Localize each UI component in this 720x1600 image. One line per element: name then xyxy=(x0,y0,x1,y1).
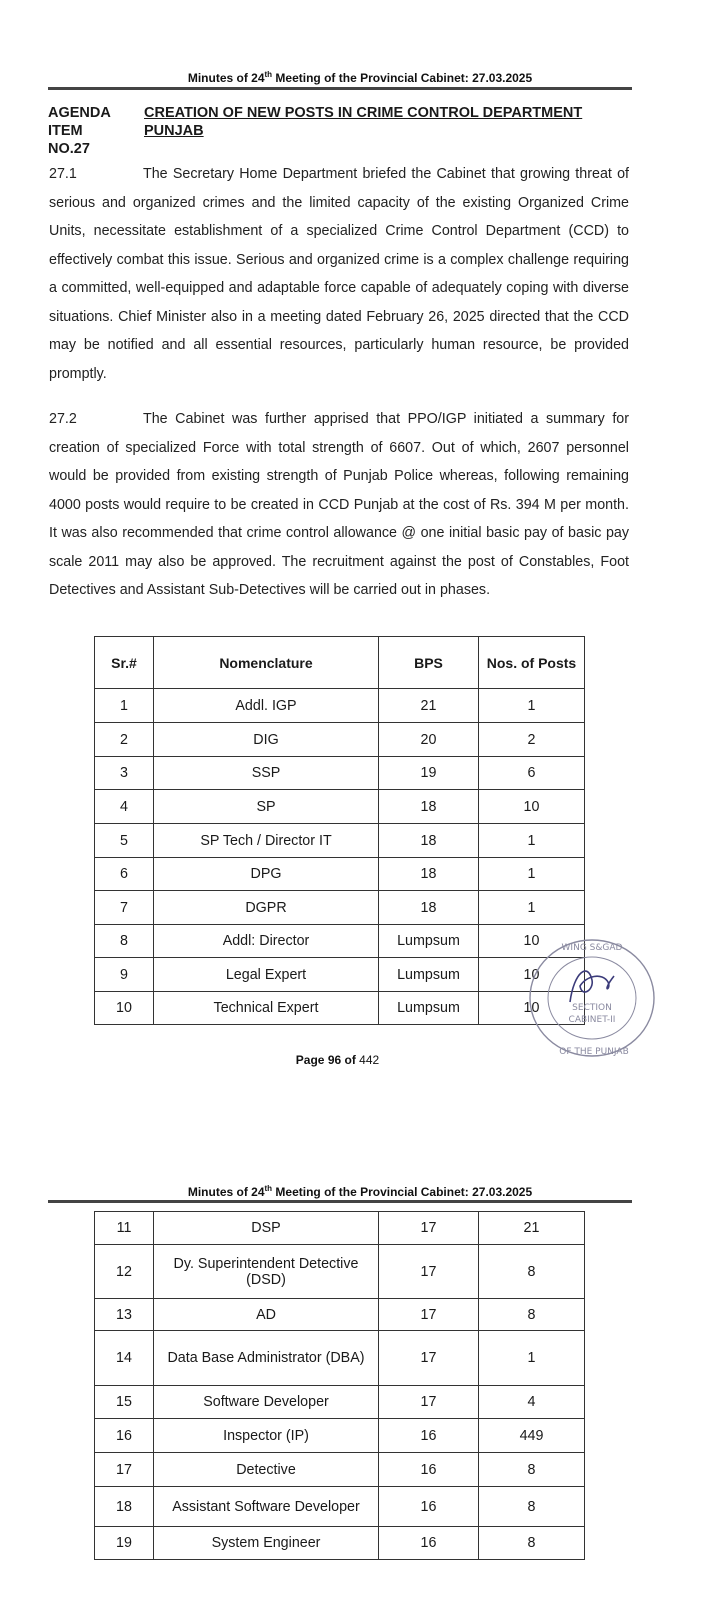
nomenclature-cell: Software Developer xyxy=(154,1386,379,1419)
bps-cell: 21 xyxy=(379,689,479,723)
posts-count-cell: 1 xyxy=(479,1331,585,1386)
serial-cell: 16 xyxy=(95,1419,154,1453)
nomenclature-cell: Addl. IGP xyxy=(154,689,379,723)
nomenclature-cell: Assistant Software Developer xyxy=(154,1487,379,1527)
posts-count-cell: 1 xyxy=(479,689,585,723)
bps-cell: Lumpsum xyxy=(379,925,479,958)
serial-cell: 13 xyxy=(95,1299,154,1331)
header-cell: Nomenclature xyxy=(154,637,379,689)
table-header-row xyxy=(95,637,585,689)
table-row xyxy=(95,790,585,824)
posts-count-cell: 1 xyxy=(479,824,585,858)
svg-text:OF THE PUNJAB: OF THE PUNJAB xyxy=(559,1047,629,1057)
table-row xyxy=(95,1453,585,1487)
table-row xyxy=(95,891,585,925)
posts-count-cell: 8 xyxy=(479,1453,585,1487)
bps-cell: 17 xyxy=(379,1386,479,1419)
nomenclature-cell: DGPR xyxy=(154,891,379,925)
agenda-item-label: AGENDA ITEM NO.27 xyxy=(48,105,111,157)
posts-table xyxy=(94,636,585,1025)
serial-cell: 14 xyxy=(95,1331,154,1386)
serial-cell: 8 xyxy=(95,925,154,958)
serial-cell: 5 xyxy=(95,824,154,858)
posts-count-cell: 8 xyxy=(479,1487,585,1527)
page-header: Minutes of 24th Meeting of the Provincial Cabinet: 27.03.2025 xyxy=(187,70,533,85)
nomenclature-cell: DPG xyxy=(154,858,379,891)
table-row xyxy=(95,958,585,992)
page-number: Page 96 of 442 xyxy=(295,1053,380,1067)
table-row xyxy=(95,1299,585,1331)
bps-cell: 20 xyxy=(379,723,479,757)
table-row xyxy=(95,1331,585,1386)
nomenclature-cell: Detective xyxy=(154,1453,379,1487)
bps-cell: 16 xyxy=(379,1419,479,1453)
page-header: Minutes of 24th Meeting of the Provincial Cabinet: 27.03.2025 xyxy=(187,1184,533,1199)
header-rule xyxy=(48,1200,632,1203)
official-stamp xyxy=(522,932,662,1062)
serial-cell: 17 xyxy=(95,1453,154,1487)
serial-cell: 12 xyxy=(95,1245,154,1299)
serial-cell: 1 xyxy=(95,689,154,723)
table-row xyxy=(95,1245,585,1299)
table-row xyxy=(95,858,585,891)
document-page-2 xyxy=(0,1110,720,1600)
posts-count-cell: 10 xyxy=(479,790,585,824)
nomenclature-cell: Inspector (IP) xyxy=(154,1419,379,1453)
serial-cell: 10 xyxy=(95,992,154,1025)
table-row xyxy=(95,925,585,958)
table-row xyxy=(95,1386,585,1419)
table-row xyxy=(95,824,585,858)
nomenclature-cell: DIG xyxy=(154,723,379,757)
posts-count-cell: 449 xyxy=(479,1419,585,1453)
posts-table-continued xyxy=(94,1211,585,1560)
table-row xyxy=(95,689,585,723)
nomenclature-cell: System Engineer xyxy=(154,1527,379,1560)
table-row xyxy=(95,1419,585,1453)
header-rule xyxy=(48,87,632,90)
header-cell: BPS xyxy=(379,637,479,689)
table-row xyxy=(95,992,585,1025)
serial-cell: 2 xyxy=(95,723,154,757)
nomenclature-cell: AD xyxy=(154,1299,379,1331)
table-row xyxy=(95,1527,585,1560)
table-row xyxy=(95,1487,585,1527)
bps-cell: Lumpsum xyxy=(379,992,479,1025)
posts-count-cell: 10 xyxy=(479,958,585,992)
posts-count-cell: 1 xyxy=(479,891,585,925)
nomenclature-cell: Dy. Superintendent Detective (DSD) xyxy=(154,1245,379,1299)
posts-count-cell: 8 xyxy=(479,1245,585,1299)
bps-cell: 16 xyxy=(379,1453,479,1487)
nomenclature-cell: DSP xyxy=(154,1212,379,1245)
nomenclature-cell: Legal Expert xyxy=(154,958,379,992)
nomenclature-cell: SP xyxy=(154,790,379,824)
agenda-title: CREATION OF NEW POSTS IN CRIME CONTROL DEPARTMENT PUNJAB xyxy=(144,105,583,139)
posts-count-cell: 8 xyxy=(479,1299,585,1331)
nomenclature-cell: Data Base Administrator (DBA) xyxy=(154,1331,379,1386)
svg-text:CABINET-II: CABINET-II xyxy=(568,1015,616,1025)
bps-cell: 16 xyxy=(379,1527,479,1560)
svg-text:WING S&GAD: WING S&GAD xyxy=(561,943,623,953)
nomenclature-cell: SP Tech / Director IT xyxy=(154,824,379,858)
bps-cell: 17 xyxy=(379,1331,479,1386)
serial-cell: 15 xyxy=(95,1386,154,1419)
serial-cell: 11 xyxy=(95,1212,154,1245)
posts-count-cell: 4 xyxy=(479,1386,585,1419)
posts-count-cell: 10 xyxy=(479,925,585,958)
paragraph-27-2: 27.2 The Cabinet was further apprised that PPO/IGP initiated a summary for creation of specialized Force with total strength of 6607. Out of which, 2607 personnel would be provided from existing strength of Punjab Police whereas, following remaining 4000 posts would require to be created in CCD Punjab at the cost of Rs. 394 M per month. It was also recommended that crime control allowance @ one initial basic pay of basic pay scale 2011 may also be approved. The recruitment against the post of Constables, Foot Detectives and Assistant Sub-Detectives will be carried out in phases. xyxy=(49,411,629,598)
bps-cell: 17 xyxy=(379,1245,479,1299)
posts-count-cell: 2 xyxy=(479,723,585,757)
bps-cell: 18 xyxy=(379,790,479,824)
posts-count-cell: 1 xyxy=(479,858,585,891)
posts-count-cell: 6 xyxy=(479,757,585,790)
bps-cell: 19 xyxy=(379,757,479,790)
serial-cell: 3 xyxy=(95,757,154,790)
table-row xyxy=(95,757,585,790)
nomenclature-cell: Addl: Director xyxy=(154,925,379,958)
serial-cell: 4 xyxy=(95,790,154,824)
bps-cell: 17 xyxy=(379,1299,479,1331)
serial-cell: 7 xyxy=(95,891,154,925)
bps-cell: 17 xyxy=(379,1212,479,1245)
header-cell: Nos. of Posts xyxy=(479,637,585,689)
serial-cell: 9 xyxy=(95,958,154,992)
posts-count-cell: 21 xyxy=(479,1212,585,1245)
table-row xyxy=(95,723,585,757)
bps-cell: Lumpsum xyxy=(379,958,479,992)
nomenclature-cell: SSP xyxy=(154,757,379,790)
bps-cell: 18 xyxy=(379,858,479,891)
nomenclature-cell: Technical Expert xyxy=(154,992,379,1025)
serial-cell: 6 xyxy=(95,858,154,891)
header-cell: Sr.# xyxy=(95,637,154,689)
bps-cell: 18 xyxy=(379,891,479,925)
bps-cell: 16 xyxy=(379,1487,479,1527)
bps-cell: 18 xyxy=(379,824,479,858)
paragraph-27-1: 27.1 The Secretary Home Department briefed the Cabinet that growing threat of serious and organized crimes and the limited capacity of the existing Organized Crime Units, necessitate establishment of a specialized Crime Control Department (CCD) to effectively combat this issue. Serious and organized crime is a complex challenge requiring a committed, well-equipped and adaptable force capable of adequately coping with diverse situations. Chief Minister also in a meeting dated February 26, 2025 directed that the CCD may be notified and all essential resources, particularly human resource, be provided promptly. xyxy=(49,166,629,382)
posts-count-cell: 8 xyxy=(479,1527,585,1560)
serial-cell: 19 xyxy=(95,1527,154,1560)
serial-cell: 18 xyxy=(95,1487,154,1527)
svg-text:SECTION: SECTION xyxy=(572,1003,612,1013)
table-row xyxy=(95,1212,585,1245)
posts-count-cell: 10 xyxy=(479,992,585,1025)
